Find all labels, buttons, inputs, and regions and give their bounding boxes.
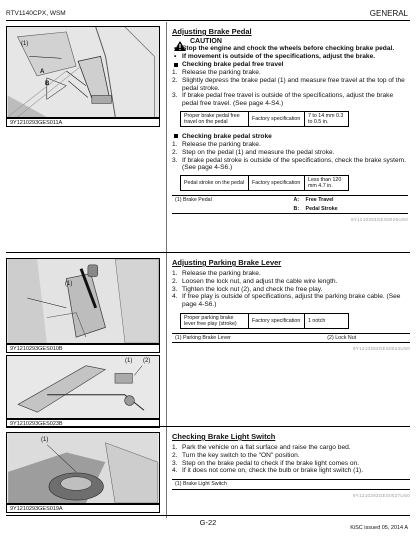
step: 3. If brake pedal stroke is outside of the specifications, check the brake system. (See page 4-S6.) xyxy=(172,156,406,172)
figure-code: 9Y1210293GES010B xyxy=(6,344,160,353)
section-title-parking-brake: Adjusting Parking Brake Lever xyxy=(172,258,282,267)
step: 2. Turn the key switch to the "ON" position. xyxy=(172,451,300,459)
callout-a: A xyxy=(40,69,45,75)
page-number: G-22 xyxy=(199,518,217,527)
issue-info: KiSC issued 05, 2014 A xyxy=(350,525,408,531)
legend-item: (2) Lock Nut xyxy=(327,334,357,341)
figure-brake-pedal xyxy=(6,26,160,118)
legend-item: (1) Parking Brake Lever xyxy=(175,334,231,341)
spec-label: Pedal stroke on the pedal xyxy=(181,176,249,191)
legend-parking-brake xyxy=(172,333,410,344)
callout-1: (1) xyxy=(41,437,49,443)
callout-1: (1) xyxy=(21,41,29,47)
subheading-stroke: Checking brake pedal stroke xyxy=(172,133,408,141)
legend-item: Free Travel xyxy=(305,197,334,204)
legend-key: B: xyxy=(293,205,300,212)
caution-item: • If movement is outside of the specifications, adjust the brake. xyxy=(172,53,408,61)
lock-nut-illustration xyxy=(7,356,159,418)
callout-b: B xyxy=(45,81,50,87)
step: 2. Loosen the lock nut, and adjust the cable wire length. xyxy=(172,277,338,285)
brake-pedal-illustration xyxy=(7,27,159,117)
figure-parking-brake xyxy=(6,258,160,344)
caution-box xyxy=(172,38,408,222)
legend-item: Pedal Stroke xyxy=(305,205,338,212)
spec-table-parking xyxy=(180,313,349,329)
section-rule xyxy=(6,426,410,427)
spec-value: 1 notch xyxy=(305,313,349,328)
brake-light-illustration xyxy=(7,433,159,503)
section-brake-light xyxy=(172,432,410,498)
step: 1. Release the parking brake. xyxy=(172,140,261,148)
caution-item: • Stop the engine and chock the wheels before checking brake pedal. xyxy=(172,45,408,53)
section-title-brake-pedal: Adjusting Brake Pedal xyxy=(172,27,252,36)
callout-2: (2) xyxy=(143,358,151,364)
figure-code: 9Y1210293GES019A xyxy=(6,504,160,513)
legend-key: A: xyxy=(293,197,300,204)
step: 3. Tighten the lock nut (2), and check the free play. xyxy=(172,285,323,293)
spec-value: Less than 120 mm 4.7 in. xyxy=(305,176,349,191)
legend-item: (1) Brake Light Switch xyxy=(175,481,227,488)
figure-lock-nut xyxy=(6,355,160,419)
figure-code: 9Y1210293GES023B xyxy=(6,419,160,428)
legend-brake-light xyxy=(172,479,410,490)
spec-value: 7 to 14 mm 0.3 to 0.5 in. xyxy=(305,111,349,126)
section-title-brake-light: Checking Brake Light Switch xyxy=(172,432,276,441)
caution-title: CAUTION xyxy=(190,38,222,45)
section-parking-brake xyxy=(172,258,410,351)
step: 1. Release the parking brake. xyxy=(172,270,261,277)
step: 4. If free play is outside of specifications, adjust the parking brake cable. (See page 4-S6.) xyxy=(172,293,401,309)
spec-label: Proper parking brake lever free play (stroke) xyxy=(181,313,249,328)
doc-code: 9Y1210293GES0027US0 xyxy=(353,492,410,498)
spec-type: Factory specification xyxy=(249,176,305,191)
section-rule xyxy=(6,252,410,253)
legend-item: (1) Brake Pedal xyxy=(175,197,212,204)
subheading-free-travel: Checking brake pedal free travel xyxy=(172,61,408,69)
doc-code: 9Y1210293GES0024US0 xyxy=(353,346,410,352)
step: 4. If it does not come on, check the bulb or brake light switch (1). xyxy=(172,467,364,475)
step: 1. Release the parking brake. xyxy=(172,69,261,76)
header-rule xyxy=(6,20,410,21)
footer-rule xyxy=(6,515,410,516)
legend-brake-pedal xyxy=(172,195,408,214)
header-section: GENERAL xyxy=(369,9,408,18)
doc-code: 9Y1210293GES0025US0 xyxy=(351,217,408,223)
step: 1. Park the vehicle on a flat surface and raise the cargo bed. xyxy=(172,444,351,451)
callout-1: (1) xyxy=(65,281,73,287)
spec-type: Factory specification xyxy=(249,313,305,328)
spec-type: Factory specification xyxy=(249,111,305,126)
step: 3. Step on the brake pedal to check if the brake light comes on. xyxy=(172,459,360,467)
spec-table-free-travel xyxy=(180,111,349,127)
spec-table-stroke xyxy=(180,175,349,191)
callout-1: (1) xyxy=(125,358,133,364)
step: 2. Step on the pedal (1) and measure the pedal stroke. xyxy=(172,148,335,156)
spec-label: Proper brake pedal free travel on the pedal xyxy=(181,111,249,126)
figure-code: 9Y1210293GES011A xyxy=(6,118,160,127)
figure-brake-light xyxy=(6,432,160,504)
column-divider xyxy=(166,22,167,518)
header-model: RTV1140CPX, WSM xyxy=(6,10,66,17)
parking-brake-illustration xyxy=(7,259,159,343)
step: 3. If brake pedal free travel is outside of the specifications, adjust the brake pedal free travel. (See page 4-S4.) xyxy=(172,92,394,108)
step: 2. Slightly depress the brake pedal (1) and measure free travel at the top of the pedal stroke. xyxy=(172,76,405,92)
